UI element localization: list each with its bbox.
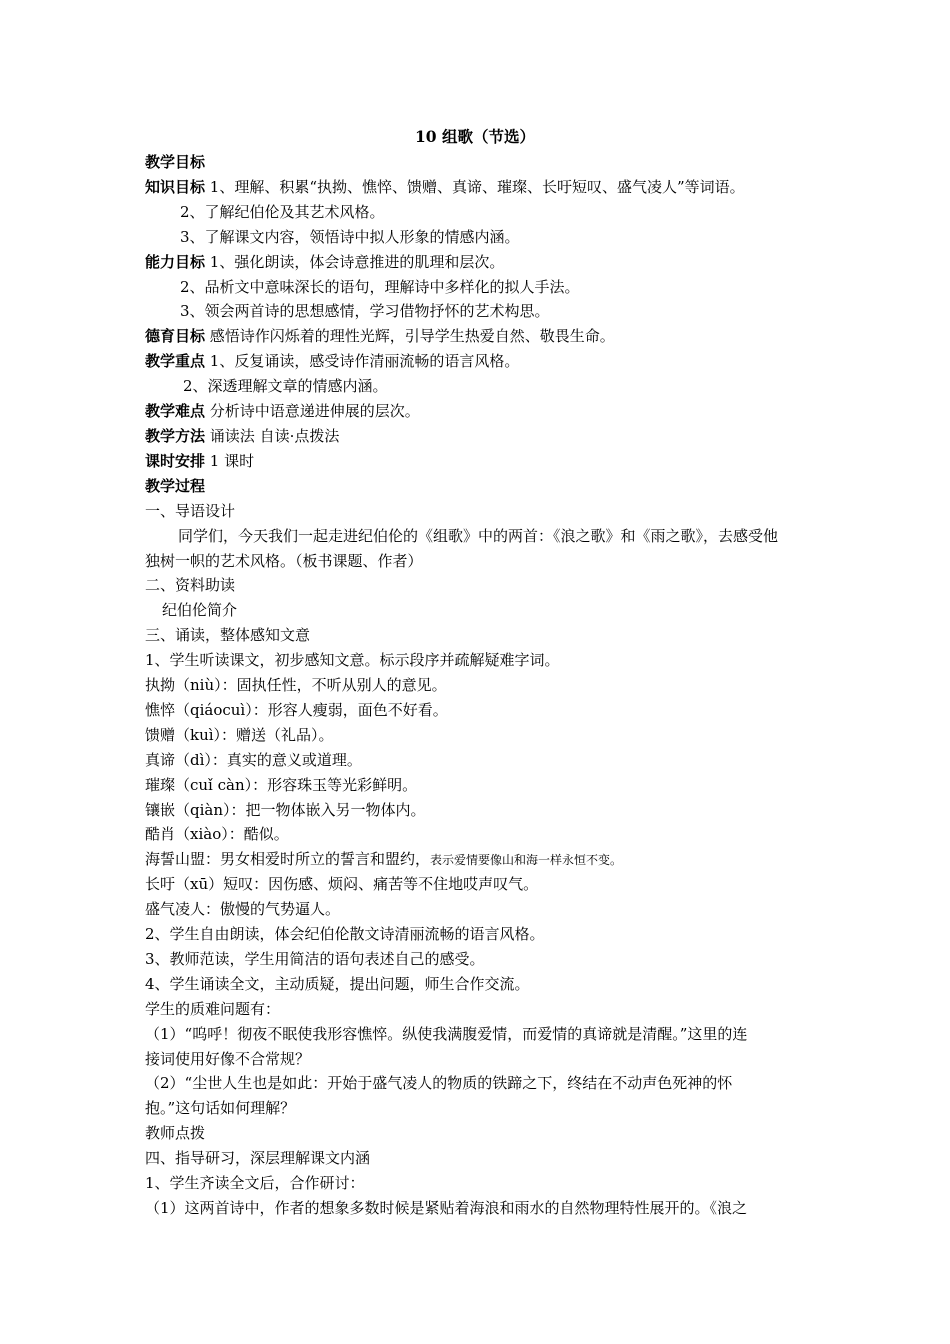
moral-objective-line — [145, 326, 615, 346]
section4-step1: 1、学生齐读全文后，合作研讨： — [145, 1174, 365, 1192]
schedule-label: 课时安排 — [145, 452, 206, 470]
section1-paragraph-line1: 同学们，今天我们一起走进纪伯伦的《组歌》中的两首：《浪之歌》和《雨之歌》，去感受他 — [178, 527, 779, 545]
question2-line2: 抱。”这句话如何理解？ — [145, 1099, 296, 1117]
key-point-2: 2、深透理解文章的情感内涵。 — [183, 377, 388, 395]
vocab-oath-note: 表示爱情要像山和海一样永恒不变。 — [430, 853, 623, 867]
vocab-item: 盛气凌人：傲慢的气势逼人。 — [145, 900, 341, 918]
ability-item-1: 1、强化朗读，体会诗意推进的肌理和层次。 — [209, 253, 505, 271]
schedule-text: 1 课时 — [209, 452, 255, 470]
vocab-item-oath — [145, 849, 622, 870]
question1-line2: 接词使用好像不合常规？ — [145, 1050, 311, 1068]
schedule-line — [145, 451, 254, 471]
vocab-oath-text: 海誓山盟：男女相爱时所立的誓言和盟约， — [145, 850, 431, 868]
knowledge-label: 知识目标 — [145, 178, 206, 196]
section2-item: 纪伯伦简介 — [162, 601, 238, 619]
question2-line1: （2）“尘世人生也是如此：开始于盛气凌人的物质的铁蹄之下，终结在不动声色死神的怀 — [145, 1074, 733, 1092]
objectives-heading: 教学目标 — [145, 153, 206, 171]
difficulty-line — [145, 401, 420, 421]
difficulty-label: 教学难点 — [145, 402, 206, 420]
key-point-1: 1、反复诵读，感受诗作清丽流畅的语言风格。 — [209, 352, 520, 370]
teacher-guide: 教师点拨 — [145, 1124, 206, 1142]
ability-item-3: 3、领会两首诗的思想感情，学习借物抒怀的艺术构思。 — [180, 302, 550, 320]
question1-line1: （1）“呜呼！彻夜不眠使我形容憔悴。纵使我满腹爱情，而爱情的真谛就是清醒。”这里的连 — [145, 1025, 748, 1043]
vocab-item: 馈赠（kuì）：赠送（礼品）。 — [145, 726, 334, 744]
key-points-line — [145, 351, 519, 371]
ability-item-2: 2、品析文中意味深长的语句，理解诗中多样化的拟人手法。 — [180, 278, 580, 296]
knowledge-item-2: 2、了解纪伯伦及其艺术风格。 — [180, 203, 385, 221]
vocab-item: 镶嵌（qiàn）：把一物体嵌入另一物体内。 — [145, 801, 426, 819]
section2-heading: 二、资料助读 — [145, 576, 236, 594]
ability-objective-line — [145, 252, 504, 272]
section3-step1: 1、学生听读课文，初步感知文意。标示段序并疏解疑难字词。 — [145, 651, 560, 669]
ability-label: 能力目标 — [145, 253, 206, 271]
document-title: 10 组歌（节选） — [415, 127, 535, 146]
process-heading: 教学过程 — [145, 477, 206, 495]
section1-paragraph-line2: 独树一帜的艺术风格。（板书课题、作者） — [145, 552, 423, 570]
vocab-item: 真谛（dì）：真实的意义或道理。 — [145, 751, 362, 769]
section3-step: 4、学生诵读全文，主动质疑，提出问题，师生合作交流。 — [145, 975, 530, 993]
vocab-item: 执拗（niù）：固执任性，不听从别人的意见。 — [145, 676, 447, 694]
moral-text: 感悟诗作闪烁着的理性光辉，引导学生热爱自然、敬畏生命。 — [209, 327, 615, 345]
section4-question1: （1）这两首诗中，作者的想象多数时候是紧贴着海浪和雨水的自然物理特性展开的。《浪之 — [145, 1199, 748, 1217]
vocab-item: 长吁（xū）短叹：因伤感、烦闷、痛苦等不住地哎声叹气。 — [145, 875, 539, 893]
knowledge-item-3: 3、了解课文内容，领悟诗中拟人形象的情感内涵。 — [180, 228, 520, 246]
vocab-item: 璀璨（cuǐ càn）：形容珠玉等光彩鲜明。 — [145, 776, 418, 794]
moral-label: 德育目标 — [145, 327, 206, 345]
vocab-item: 憔悴（qiáocuì）：形容人瘦弱，面色不好看。 — [145, 701, 448, 719]
methods-text: 诵读法 自读·点拨法 — [209, 427, 340, 445]
knowledge-objective-line — [145, 177, 745, 197]
vocab-item: 酷肖（xiào）：酷似。 — [145, 825, 289, 843]
key-points-label: 教学重点 — [145, 352, 206, 370]
methods-line — [145, 426, 339, 446]
section3-step: 3、教师范读，学生用简洁的语句表述自己的感受。 — [145, 950, 485, 968]
section3-heading: 三、诵读，整体感知文意 — [145, 626, 311, 644]
section3-step: 2、学生自由朗读，体会纪伯伦散文诗清丽流畅的语言风格。 — [145, 925, 545, 943]
section4-heading: 四、指导研习，深层理解课文内涵 — [145, 1149, 371, 1167]
difficulty-text: 分析诗中语意递进伸展的层次。 — [209, 402, 420, 420]
questions-intro: 学生的质难问题有： — [145, 1000, 281, 1018]
methods-label: 教学方法 — [145, 427, 206, 445]
knowledge-item-1: 1、理解、积累“执拗、憔悴、馈赠、真谛、璀璨、长吁短叹、盛气凌人”等词语。 — [209, 178, 745, 196]
section1-heading: 一、导语设计 — [145, 502, 236, 520]
